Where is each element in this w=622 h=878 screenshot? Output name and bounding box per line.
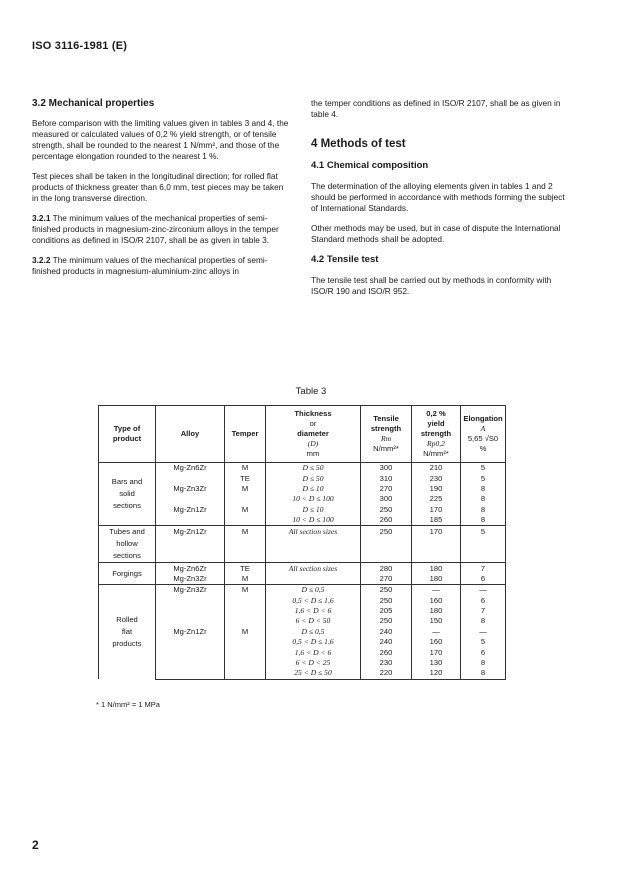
tensile-cell: 220 [361,668,412,679]
table-row [99,550,506,563]
yield-cell: 185 [412,515,461,526]
elong-cell: 8 [461,658,506,668]
thickness-cell: 1,6 < D < 6 [266,606,361,616]
alloy-cell [156,473,225,483]
col-header-yield: 0,2 % yield strength Rp0,2 N/mm²* [412,406,461,463]
table-footnote: * 1 N/mm² = 1 MPa [96,700,160,709]
table-row [99,585,506,596]
elong-cell [461,538,506,550]
tensile-cell [361,538,412,550]
temper-cell [225,668,266,679]
alloy-cell [156,550,225,563]
alloy-cell [156,494,225,504]
alloy-cell: Mg-Zn3Zr [156,585,225,596]
tensile-cell: 270 [361,484,412,494]
alloy-cell [156,658,225,668]
elong-cell: — [461,585,506,596]
yield-cell: 120 [412,668,461,679]
alloy-cell: Mg-Zn1Zr [156,627,225,637]
yield-cell: 190 [412,484,461,494]
tensile-cell: 240 [361,637,412,647]
table-row [99,627,506,637]
temper-cell [225,538,266,550]
temper-cell: M [225,484,266,494]
yield-cell: 180 [412,606,461,616]
tensile-cell: 300 [361,463,412,474]
elong-cell: — [461,627,506,637]
table-row [99,658,506,668]
temper-cell [225,647,266,657]
yield-cell: 160 [412,637,461,647]
yield-cell: — [412,585,461,596]
right-column [311,98,569,306]
table-row [99,515,506,526]
elong-cell: 7 [461,563,506,574]
clause-text: The minimum values of the mechanical properties of semi-finished products in magnesium-zinc-zirconium alloys in the temper conditions as defined in ISO/R 2107, shall be as given in table 3. [32,213,279,245]
temper-cell: M [225,574,266,585]
paragraph-3-2-1 [32,213,290,246]
temper-cell: M [225,463,266,474]
yield-cell [412,550,461,563]
thickness-cell [266,550,361,563]
elong-cell: 6 [461,574,506,585]
table-row [99,526,506,539]
tensile-cell: 250 [361,616,412,626]
thickness-cell: 10 < D ≤ 100 [266,494,361,504]
col-header-alloy: Alloy [156,406,225,463]
table-caption: Table 3 [295,386,327,397]
product-type-cell: Bars and solid sections [99,463,156,526]
elong-cell: 8 [461,505,506,515]
elong-cell: 5 [461,473,506,483]
temper-cell: TE [225,473,266,483]
thickness-cell: D ≤ 10 [266,505,361,515]
elong-cell: 6 [461,596,506,606]
clause-text: The minimum values of the mechanical properties of semi-finished products in magnesium-aluminium-zinc alloys in [32,255,268,276]
table-row [99,538,506,550]
yield-cell: 170 [412,505,461,515]
tensile-cell: 310 [361,473,412,483]
alloy-cell [156,616,225,626]
tensile-cell: 250 [361,585,412,596]
thickness-cell: 6 < D < 25 [266,658,361,668]
elong-cell: 7 [461,606,506,616]
thickness-cell: D ≤ 50 [266,473,361,483]
paragraph-3-2-2 [32,255,290,277]
yield-cell: 170 [412,647,461,657]
alloy-cell [156,515,225,526]
tensile-cell: 240 [361,627,412,637]
page-number: 2 [32,838,39,852]
yield-cell: 180 [412,574,461,585]
elong-cell: 5 [461,526,506,539]
table-row [99,637,506,647]
temper-cell [225,658,266,668]
thickness-cell: 25 < D ≤ 50 [266,668,361,679]
alloy-cell: Mg-Zn3Zr [156,574,225,585]
thickness-cell: All section sizes [266,563,361,574]
paragraph: Other methods may be used, but in case of dispute the International Standard methods shall be adopted. [311,223,561,244]
tensile-cell [361,550,412,563]
table-row [99,563,506,574]
temper-cell: TE [225,563,266,574]
yield-cell: 225 [412,494,461,504]
thickness-cell: 6 < D < 50 [266,616,361,626]
tensile-cell: 250 [361,505,412,515]
thickness-cell: 1,6 < D < 6 [266,647,361,657]
paragraph: Test pieces shall be taken in the longitudinal direction; for rolled flat products of thickness greater than 6,0 mm, test pieces may be taken in the long transverse direction. [32,171,284,203]
temper-cell: M [225,627,266,637]
product-type-cell: Tubes and hollow sections [99,526,156,563]
elong-cell: 8 [461,668,506,679]
temper-cell: M [225,505,266,515]
col-header-temper: Temper [225,406,266,463]
table-row [99,596,506,606]
alloy-cell [156,668,225,679]
temper-cell [225,596,266,606]
table-row [99,505,506,515]
left-column [32,98,290,286]
yield-cell: 170 [412,526,461,539]
temper-cell: M [225,526,266,539]
alloy-cell [156,596,225,606]
yield-cell: 210 [412,463,461,474]
tensile-cell: 260 [361,647,412,657]
temper-cell [225,606,266,616]
thickness-cell: All section sizes [266,526,361,539]
yield-cell: 230 [412,473,461,483]
col-header-elongation: Elongation A 5,65 √S0 % [461,406,506,463]
thickness-cell: 10 < D ≤ 100 [266,515,361,526]
table-row [99,494,506,504]
section-heading-4-2: 4.2 Tensile test [311,254,379,265]
col-header-thickness: Thickness or diameter (D) mm [266,406,361,463]
alloy-cell: Mg-Zn1Zr [156,505,225,515]
yield-cell: — [412,627,461,637]
thickness-cell: D ≤ 0,5 [266,627,361,637]
tensile-cell: 260 [361,515,412,526]
alloy-cell [156,538,225,550]
thickness-cell: D ≤ 0,5 [266,585,361,596]
table-row [99,473,506,483]
temper-cell [225,616,266,626]
yield-cell: 150 [412,616,461,626]
elong-cell: 8 [461,616,506,626]
table-row [99,484,506,494]
elong-cell: 5 [461,637,506,647]
section-heading-4: 4 Methods of test [311,138,406,150]
table-row [99,647,506,657]
elong-cell: 8 [461,494,506,504]
tensile-cell: 230 [361,658,412,668]
alloy-cell [156,637,225,647]
table-row [99,668,506,679]
thickness-cell: D ≤ 10 [266,484,361,494]
section-heading-3-2: 3.2 Mechanical properties [32,98,155,109]
tensile-cell: 250 [361,526,412,539]
alloy-cell: Mg-Zn6Zr [156,463,225,474]
col-header-tensile: Tensile strength Rm N/mm²* [361,406,412,463]
product-type-cell: Forgings [99,563,156,585]
tensile-cell: 280 [361,563,412,574]
elong-cell: 6 [461,647,506,657]
thickness-cell: 0,5 < D ≤ 1,6 [266,637,361,647]
table-row [99,463,506,474]
col-header-type: Type of product [99,406,156,463]
table-row [99,606,506,616]
tensile-cell: 300 [361,494,412,504]
thickness-cell: 0,5 < D ≤ 1,6 [266,596,361,606]
temper-cell [225,515,266,526]
section-heading-4-1: 4.1 Chemical composition [311,160,429,171]
clause-number: 3.2.2 [32,255,51,265]
elong-cell: 5 [461,463,506,474]
temper-cell [225,637,266,647]
yield-cell: 160 [412,596,461,606]
paragraph: The tensile test shall be carried out by methods in conformity with ISO/R 190 and ISO/R 952. [311,275,552,296]
thickness-cell [266,574,361,585]
alloy-cell [156,606,225,616]
elong-cell: 8 [461,515,506,526]
alloy-cell [156,647,225,657]
table-row [99,616,506,626]
alloy-cell: Mg-Zn6Zr [156,563,225,574]
table-row [99,574,506,585]
elong-cell: 8 [461,484,506,494]
yield-cell [412,538,461,550]
yield-cell: 130 [412,658,461,668]
yield-cell: 180 [412,563,461,574]
alloy-cell: Mg-Zn3Zr [156,484,225,494]
temper-cell [225,550,266,563]
tensile-cell: 250 [361,596,412,606]
temper-cell: M [225,585,266,596]
paragraph: The determination of the alloying elements given in tables 1 and 2 should be performed in accordance with methods forming the subject of International Standards. [311,181,565,213]
table-3 [98,405,506,680]
product-type-cell: Rolled flat products [99,585,156,680]
paragraph: the temper conditions as defined in ISO/R 2107, shall be as given in table 4. [311,98,561,119]
document-header: ISO 3116-1981 (E) [32,40,128,52]
thickness-cell [266,538,361,550]
tensile-cell: 205 [361,606,412,616]
tensile-cell: 270 [361,574,412,585]
clause-number: 3.2.1 [32,213,51,223]
temper-cell [225,494,266,504]
thickness-cell: D ≤ 50 [266,463,361,474]
paragraph: Before comparison with the limiting values given in tables 3 and 4, the measured or calculated values of 0,2 % yield strength, or of tensile strength, shall be rounded to the nearest 1 N/mm², and those of the percentage elongation rounded to the nearest 1 %. [32,118,289,161]
elong-cell [461,550,506,563]
alloy-cell: Mg-Zn1Zr [156,526,225,539]
